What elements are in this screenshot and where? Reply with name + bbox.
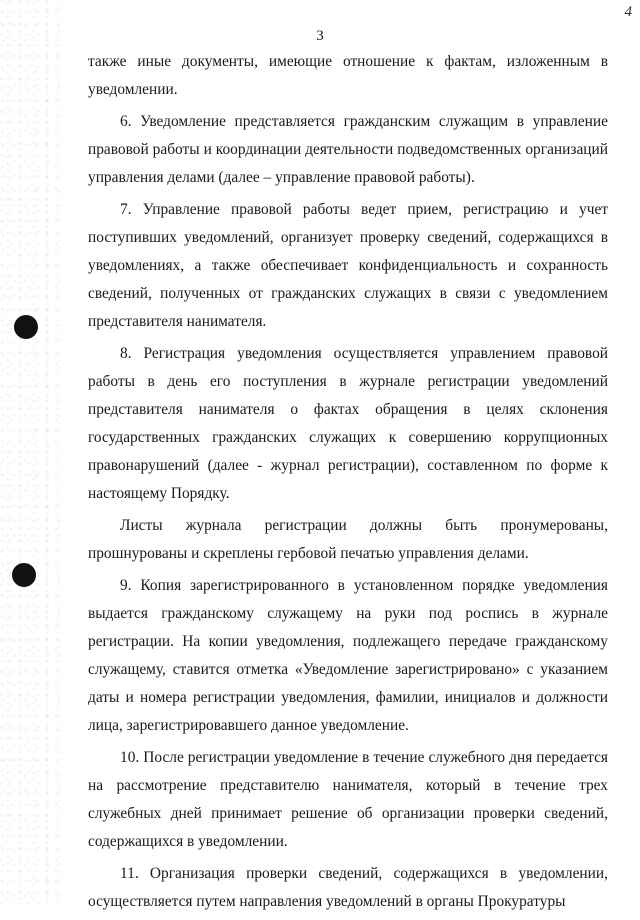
- paragraph-9: 9. Копия зарегистрированного в установленном порядке уведомления выдается гражданскому служащему на руки под роспись в журнале регистрации. На копии уведомления, подлежащего передаче гражданскому служащему, ставится отметка «Уведомление зарегистрировано» с указанием даты и номера регистрации уведомления, фамилии, инициалов и должности лица, зарегистрировавшего данное уведомление.: [88, 577, 608, 734]
- paragraph-journal-sheets: Листы журнала регистрации должны быть пронумерованы, прошнурованы и скреплены гербовой печатью управления делами.: [88, 517, 608, 562]
- paragraph-6: 6. Уведомление представляется гражданским служащим в управление правовой работы и координации деятельности подведомственных организаций управления делами (далее – управление правовой работы).: [88, 113, 608, 186]
- paragraph-10: 10. После регистрации уведомление в течение служебного дня передается на рассмотрение представителю нанимателя, который в течение трех служебных дней принимает решение об организации проверки сведений, содержащихся в уведомлении.: [88, 749, 608, 850]
- page-number: 3: [316, 28, 324, 44]
- punch-hole: [12, 563, 36, 587]
- paragraph-8: 8. Регистрация уведомления осуществляется управлением правовой работы в день его поступления в журнале регистрации уведомлений представителя нанимателя о фактах обращения в целях склонения государственных гражданских служащих к совершению коррупционных правонарушений (далее - журнал регистрации), составленном по форме к настоящему Порядку.: [88, 345, 608, 502]
- handwritten-sheet-number: 4: [624, 4, 632, 20]
- scan-noise: [0, 0, 60, 905]
- paragraph: также иные документы, имеющие отношение к фактам, изложенным в уведомлении.: [88, 53, 608, 98]
- paragraph-11: 11. Организация проверки сведений, содержащихся в уведомлении, осуществляется путем направления уведомлений в органы Прокуратуры: [88, 865, 608, 910]
- paragraph-7: 7. Управление правовой работы ведет прием, регистрацию и учет поступивших уведомлений, организует проверку сведений, содержащихся в уведомлениях, а также обеспечивает конфиденциальность и сохранность сведений, полученных от гражданских служащих в связи с уведомлением представителя нанимателя.: [88, 201, 608, 330]
- punch-hole: [14, 315, 38, 339]
- document-body: [88, 48, 608, 920]
